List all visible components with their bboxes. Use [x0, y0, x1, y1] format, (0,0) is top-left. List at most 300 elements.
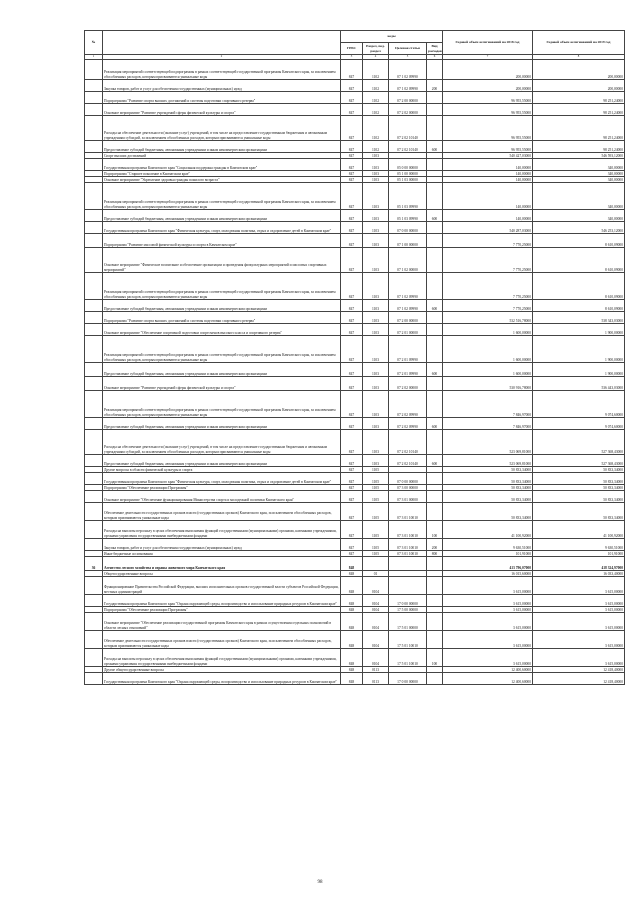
row-grbs: 847: [341, 324, 363, 336]
row-target: 07 2 02 09990: [389, 418, 427, 430]
row-amount-2019: 8 610,09000: [533, 248, 625, 273]
row-amount-2019: 101,91000: [533, 551, 625, 557]
row-number: [85, 418, 103, 430]
row-amount-2019: 98 251,24000: [533, 141, 625, 153]
row-section: 1102: [363, 116, 389, 141]
table-row: [85, 649, 625, 667]
table-row: [85, 141, 625, 153]
row-section: 1105: [363, 467, 389, 473]
row-kind: [427, 613, 443, 631]
row-name: Предоставление субсидий бюджетным, автономным учреждениям и иным некоммерческим организациям: [103, 210, 341, 222]
row-kind: 600: [427, 455, 443, 467]
row-amount-2018: 7 770,25000: [443, 300, 533, 312]
row-section: 1102: [363, 80, 389, 92]
table-body: [85, 60, 625, 685]
row-number: [85, 539, 103, 551]
table-row: [85, 92, 625, 104]
row-grbs: 847: [341, 222, 363, 234]
row-name: Основное мероприятие "Физическое воспитание и обеспечение организации и проведения физкультурных мероприятий и массовых спортивных мероприятий": [103, 248, 341, 273]
row-amount-2019: 50 833,34000: [533, 473, 625, 485]
row-section: 1105: [363, 485, 389, 491]
row-target: 07 2 02 00000: [389, 104, 427, 116]
row-amount-2018: 96 955,55000: [443, 141, 533, 153]
row-kind: [427, 60, 443, 80]
row-number: [85, 80, 103, 92]
row-amount-2018: 530 916,78000: [443, 377, 533, 391]
row-amount-2019: 1 900,00000: [533, 336, 625, 363]
row-number: [85, 631, 103, 649]
row-name: Государственная программа Камчатского края "Физическая культура, спорт, молодежная политика, отдых и оздоровление детей в Камчатском крае": [103, 222, 341, 234]
row-amount-2018: 96 955,55000: [443, 92, 533, 104]
row-section: 1103: [363, 336, 389, 363]
table-row: [85, 503, 625, 521]
row-grbs: 847: [341, 391, 363, 418]
row-target: 07 2 01 09990: [389, 336, 427, 363]
row-section: 1102: [363, 60, 389, 80]
row-amount-2019: 3 615,00000: [533, 595, 625, 607]
row-kind: 600: [427, 210, 443, 222]
table-row: [85, 557, 625, 571]
row-amount-2019: 340,00000: [533, 171, 625, 177]
row-amount-2018: 413 796,07000: [443, 557, 533, 571]
row-target: 07 2 00 00000: [389, 92, 427, 104]
row-name: Иные бюджетные ассигнования: [103, 551, 341, 557]
row-grbs: 847: [341, 116, 363, 141]
row-target: 07 3 01 10010: [389, 503, 427, 521]
row-kind: [427, 336, 443, 363]
row-amount-2018: 3 615,00000: [443, 577, 533, 595]
row-grbs: 848: [341, 557, 363, 571]
row-number: [85, 377, 103, 391]
row-amount-2018: 7 846,97000: [443, 391, 533, 418]
row-section: 1103: [363, 153, 389, 159]
row-target: 05 1 00 00000: [389, 171, 427, 177]
row-section: 1103: [363, 248, 389, 273]
row-target: 05 0 00 00000: [389, 159, 427, 171]
row-amount-2018: 3 615,00000: [443, 595, 533, 607]
row-amount-2019: 340,00000: [533, 177, 625, 183]
row-name: Спорт высших достижений: [103, 153, 341, 159]
colnum-6: 6: [427, 55, 443, 60]
table-row: [85, 491, 625, 503]
table-row: [85, 521, 625, 539]
row-grbs: 847: [341, 60, 363, 80]
row-amount-2018: 540 427,03000: [443, 153, 533, 159]
row-kind: [427, 391, 443, 418]
row-amount-2019: 546 253,12000: [533, 222, 625, 234]
row-number: [85, 473, 103, 485]
row-target: 07 1 02 09990: [389, 273, 427, 300]
row-grbs: 847: [341, 430, 363, 455]
row-number: [85, 141, 103, 153]
row-amount-2019: 12 418,40000: [533, 673, 625, 685]
colnum-5: 5: [389, 55, 427, 60]
row-amount-2018: 3 615,00000: [443, 631, 533, 649]
row-name: Предоставление субсидий бюджетным, автономным учреждениям и иным некоммерческим организациям: [103, 141, 341, 153]
row-grbs: 847: [341, 234, 363, 248]
row-grbs: 847: [341, 141, 363, 153]
row-amount-2019: 527 368,43000: [533, 455, 625, 467]
row-target: 17 5 00 00000: [389, 607, 427, 613]
row-amount-2018: 7 770,25000: [443, 273, 533, 300]
row-number: [85, 673, 103, 685]
row-grbs: 847: [341, 104, 363, 116]
row-amount-2018: 12 400,60000: [443, 667, 533, 673]
row-name: Расходы на выплаты персоналу в целях обеспечения выполнения функций государственными (муниципальными) органами, казенными учреждениями, органами управления государственными внебюджетными фондами: [103, 649, 341, 667]
row-number: [85, 183, 103, 210]
colnum-7: 7: [443, 55, 533, 60]
row-name: Реализация мероприятий соответствующей подпрограммы в рамках соответствующей государственной программы Камчатского края, за исключением обособленных расходов, которым присваиваются уникальные коды: [103, 336, 341, 363]
row-amount-2019: 3 615,00000: [533, 577, 625, 595]
row-grbs: 847: [341, 177, 363, 183]
row-name: Основное мероприятие "Укрепление здоровья граждан пожилого возраста": [103, 177, 341, 183]
colnum-2: 2: [103, 55, 341, 60]
row-amount-2019: 340,00000: [533, 210, 625, 222]
row-section: 1103: [363, 430, 389, 455]
table-row: [85, 248, 625, 273]
row-number: [85, 92, 103, 104]
row-amount-2018: 50 833,34000: [443, 467, 533, 473]
table-row: [85, 324, 625, 336]
row-name: Расходы на обеспечение деятельности (оказание услуг) учреждений, в том числе на предоставление государственным бюджетным и автономным учреждениям субсидий, за исключением обособленных расходов, которым присваиваются уникальные коды: [103, 116, 341, 141]
row-amount-2018: 96 955,55000: [443, 116, 533, 141]
row-amount-2019: 3 615,00000: [533, 649, 625, 667]
row-kind: [427, 273, 443, 300]
row-grbs: 847: [341, 551, 363, 557]
row-section: 1105: [363, 503, 389, 521]
row-kind: 600: [427, 141, 443, 153]
row-target: 07 0 00 00000: [389, 473, 427, 485]
row-section: 1102: [363, 104, 389, 116]
header-kind: Вид расходов: [428, 44, 442, 53]
table-row: [85, 273, 625, 300]
row-grbs: 847: [341, 183, 363, 210]
row-target: 07 2 02 10140: [389, 116, 427, 141]
colnum-8: 8: [533, 55, 625, 60]
budget-table-sheet: [84, 30, 624, 685]
row-amount-2018: 50 833,34000: [443, 491, 533, 503]
row-section: 1103: [363, 312, 389, 324]
row-kind: [427, 503, 443, 521]
row-kind: [427, 312, 443, 324]
row-name: Предоставление субсидий бюджетным, автономным учреждениям и иным некоммерческим организациям: [103, 418, 341, 430]
row-number: 36: [85, 557, 103, 571]
row-target: 07 3 01 10010: [389, 551, 427, 557]
row-grbs: 847: [341, 485, 363, 491]
row-target: 07 0 00 00000: [389, 222, 427, 234]
row-number: [85, 430, 103, 455]
row-number: [85, 324, 103, 336]
row-name: Функционирование Правительства Российской Федерации, высших исполнительных органов государственной власти субъектов Российской Федерации, местных администраций: [103, 577, 341, 595]
row-amount-2019: 98 251,24000: [533, 104, 625, 116]
row-grbs: 847: [341, 539, 363, 551]
row-grbs: 848: [341, 631, 363, 649]
row-section: 0104: [363, 631, 389, 649]
row-name: Подпрограмма "Развитие массовой физической культуры и спорта в Камчатском крае": [103, 234, 341, 248]
row-name: Закупка товаров, работ и услуг для обеспечения государственных (муниципальных) нужд: [103, 80, 341, 92]
row-amount-2019: 3 615,00000: [533, 631, 625, 649]
row-section: 0113: [363, 667, 389, 673]
row-kind: [427, 377, 443, 391]
row-target: 07 1 02 00000: [389, 248, 427, 273]
row-target: 17 5 01 10010: [389, 631, 427, 649]
row-amount-2018: 3 615,00000: [443, 613, 533, 631]
row-grbs: 847: [341, 80, 363, 92]
row-target: 07 2 02 00000: [389, 377, 427, 391]
row-grbs: 847: [341, 473, 363, 485]
table-row: [85, 300, 625, 312]
row-kind: [427, 104, 443, 116]
row-number: [85, 336, 103, 363]
row-grbs: 848: [341, 595, 363, 607]
row-kind: [427, 324, 443, 336]
row-number: [85, 649, 103, 667]
row-amount-2018: 1 600,00000: [443, 336, 533, 363]
row-amount-2019: 340,00000: [533, 159, 625, 171]
row-name: Подпрограмма "Обеспечение реализации Программы": [103, 485, 341, 491]
row-amount-2019: 50 833,34000: [533, 491, 625, 503]
row-kind: [427, 159, 443, 171]
row-number: [85, 300, 103, 312]
row-kind: [427, 116, 443, 141]
row-amount-2018: 200,00000: [443, 80, 533, 92]
row-amount-2019: 527 368,43000: [533, 430, 625, 455]
row-amount-2018: 140,00000: [443, 159, 533, 171]
row-amount-2018: 3 615,00000: [443, 607, 533, 613]
table-row: [85, 391, 625, 418]
row-amount-2018: 12 400,60000: [443, 673, 533, 685]
row-amount-2019: 536 443,03000: [533, 377, 625, 391]
table-row: [85, 430, 625, 455]
header-codes: коды: [341, 31, 443, 43]
row-grbs: 848: [341, 607, 363, 613]
row-section: 01: [363, 571, 389, 577]
row-kind: 100: [427, 649, 443, 667]
row-amount-2018: 140,00000: [443, 171, 533, 177]
row-amount-2018: 7 846,97000: [443, 418, 533, 430]
row-name: Реализация мероприятий соответствующей подпрограммы в рамках соответствующей государственной программы Камчатского края, за исключением обособленных расходов, которым присваиваются уникальные коды: [103, 183, 341, 210]
row-amount-2019: 12 418,40000: [533, 667, 625, 673]
row-amount-2019: 340,00000: [533, 183, 625, 210]
row-amount-2019: 538 343,03000: [533, 312, 625, 324]
row-section: 1103: [363, 391, 389, 418]
row-amount-2018: 7 770,25000: [443, 248, 533, 273]
row-target: 05 1 03 09990: [389, 183, 427, 210]
row-amount-2018: 50 833,34000: [443, 503, 533, 521]
header-section: Раздел, под-раздел: [363, 43, 389, 55]
row-amount-2018: 1 600,00000: [443, 324, 533, 336]
row-section: 1103: [363, 363, 389, 377]
row-grbs: 847: [341, 171, 363, 177]
row-section: 1105: [363, 521, 389, 539]
row-grbs: 847: [341, 336, 363, 363]
row-section: 1103: [363, 300, 389, 312]
row-kind: [427, 430, 443, 455]
table-row: [85, 80, 625, 92]
row-amount-2018: 9 630,51000: [443, 539, 533, 551]
row-target: 07 3 00 00000: [389, 485, 427, 491]
row-section: 0104: [363, 607, 389, 613]
row-section: 0104: [363, 649, 389, 667]
row-target: 17 5 01 00000: [389, 613, 427, 631]
row-amount-2019: 16 033,40000: [533, 571, 625, 577]
row-section: 1103: [363, 210, 389, 222]
page-number: 98: [317, 880, 323, 885]
header-grbs: ГРБС: [341, 43, 363, 55]
row-amount-2019: 418 324,97000: [533, 557, 625, 571]
colnum-1: 1: [85, 55, 103, 60]
table-row: [85, 210, 625, 222]
row-section: 0113: [363, 673, 389, 685]
row-amount-2019: 50 833,34000: [533, 485, 625, 491]
row-target: 07 3 01 00000: [389, 491, 427, 503]
row-amount-2019: 50 833,34000: [533, 503, 625, 521]
row-number: [85, 595, 103, 607]
row-name: Основное мероприятие "Обеспечение спортивной подготовки спортсменов высокого класса и спортивного резерва": [103, 324, 341, 336]
row-amount-2019: 546 593,12000: [533, 153, 625, 159]
row-number: [85, 312, 103, 324]
row-kind: 600: [427, 300, 443, 312]
row-amount-2019: 8 610,09000: [533, 300, 625, 312]
row-kind: [427, 631, 443, 649]
row-name: Реализация мероприятий соответствующей подпрограммы в рамках соответствующей государственной программы Камчатского края, за исключением обособленных расходов, которым присваиваются уникальные коды: [103, 60, 341, 80]
row-target: 07 1 02 09990: [389, 60, 427, 80]
table-row: [85, 336, 625, 363]
row-number: [85, 577, 103, 595]
row-grbs: 847: [341, 467, 363, 473]
row-amount-2019: 9 630,51000: [533, 539, 625, 551]
row-name: Закупка товаров, работ и услуг для обеспечения государственных (муниципальных) нужд: [103, 539, 341, 551]
row-amount-2018: 3 615,00000: [443, 649, 533, 667]
row-kind: [427, 491, 443, 503]
row-amount-2019: 50 833,34000: [533, 467, 625, 473]
table-row: [85, 159, 625, 171]
row-number: [85, 159, 103, 171]
row-name: Предоставление субсидий бюджетным, автономным учреждениям и иным некоммерческим организациям: [103, 363, 341, 377]
row-kind: [427, 92, 443, 104]
row-grbs: 847: [341, 503, 363, 521]
row-amount-2018: 523 069,81000: [443, 430, 533, 455]
row-name: Другие общегосударственные вопросы: [103, 667, 341, 673]
header-2019: Годовой объем ассигнований на 2019 год: [533, 31, 625, 55]
row-target: 07 1 00 00000: [389, 234, 427, 248]
row-name: Подпрограмма "Развитие спорта высших достижений и системы подготовки спортивного резерва": [103, 312, 341, 324]
row-name: Государственная программа Камчатского края "Социальная поддержка граждан в Камчатском крае": [103, 159, 341, 171]
row-grbs: 848: [341, 613, 363, 631]
row-amount-2018: 200,00000: [443, 60, 533, 80]
row-kind: 800: [427, 551, 443, 557]
row-section: 1105: [363, 539, 389, 551]
table-row: [85, 104, 625, 116]
row-section: 1103: [363, 234, 389, 248]
row-amount-2018: 7 770,25000: [443, 234, 533, 248]
row-kind: [427, 595, 443, 607]
table-row: [85, 455, 625, 467]
row-amount-2018: 16 015,60000: [443, 571, 533, 577]
row-grbs: 847: [341, 159, 363, 171]
row-grbs: 847: [341, 210, 363, 222]
row-section: 1105: [363, 473, 389, 485]
row-name: Государственная программа Камчатского края "Охрана окружающей среды, воспроизводство и использование природных ресурсов в Камчатском крае": [103, 595, 341, 607]
row-amount-2018: 50 833,34000: [443, 485, 533, 491]
row-grbs: 847: [341, 248, 363, 273]
row-target: 07 2 02 10140: [389, 430, 427, 455]
row-section: 0104: [363, 595, 389, 607]
row-number: [85, 248, 103, 273]
row-grbs: 847: [341, 92, 363, 104]
row-name: Государственная программа Камчатского края "Охрана окружающей среды, воспроизводство и использование природных ресурсов в Камчатском крае": [103, 673, 341, 685]
header-target: Целевая статья: [389, 43, 427, 55]
row-name: Реализация мероприятий соответствующей подпрограммы в рамках соответствующей государственной программы Камчатского края, за исключением обособленных расходов, которым присваиваются уникальные коды: [103, 391, 341, 418]
row-grbs: 847: [341, 300, 363, 312]
row-target: 07 3 01 10010: [389, 539, 427, 551]
row-amount-2019: 200,00000: [533, 60, 625, 80]
row-number: [85, 503, 103, 521]
row-grbs: 848: [341, 571, 363, 577]
row-number: [85, 210, 103, 222]
row-number: [85, 491, 103, 503]
row-section: 1105: [363, 491, 389, 503]
row-name: Агентство лесного хозяйства и охраны животного мира Камчатского края: [103, 557, 341, 571]
row-target: [389, 577, 427, 595]
row-name: Государственная программа Камчатского края "Физическая культура, спорт, молодежная политика, отдых и оздоровление детей в Камчатском крае": [103, 473, 341, 485]
row-number: [85, 234, 103, 248]
row-section: 0104: [363, 613, 389, 631]
row-amount-2018: 140,00000: [443, 183, 533, 210]
row-section: 1103: [363, 418, 389, 430]
table-row: [85, 377, 625, 391]
row-name: Предоставление субсидий бюджетным, автономным учреждениям и иным некоммерческим организациям: [103, 300, 341, 312]
row-target: 07 3 01 10010: [389, 521, 427, 539]
row-name: Реализация мероприятий соответствующей подпрограммы в рамках соответствующей государственной программы Камчатского края, за исключением обособленных расходов, которым присваиваются уникальные коды: [103, 273, 341, 300]
header-num: №: [85, 31, 103, 55]
row-name: Расходы на обеспечение деятельности (оказание услуг) учреждений, в том числе на предоставление государственным бюджетным и автономным учреждениям субсидий, за исключением обособленных расходов, которым присваиваются уникальные коды: [103, 430, 341, 455]
row-kind: [427, 183, 443, 210]
row-kind: [427, 248, 443, 273]
row-kind: [427, 234, 443, 248]
row-amount-2018: 96 955,55000: [443, 104, 533, 116]
row-kind: 200: [427, 539, 443, 551]
row-number: [85, 391, 103, 418]
row-grbs: 847: [341, 455, 363, 467]
row-name: Основное мероприятие "Обеспечение функционирования Министерства спорта и молодежной политики Камчатского края": [103, 491, 341, 503]
row-grbs: 847: [341, 521, 363, 539]
row-target: 07 2 02 10140: [389, 141, 427, 153]
row-target: [389, 557, 427, 571]
row-name: Основное мероприятие "Развитие учреждений сферы физической культуры и спорта": [103, 377, 341, 391]
table-row: [85, 363, 625, 377]
table-row: [85, 595, 625, 607]
row-kind: [427, 577, 443, 595]
table-row: [85, 116, 625, 141]
row-name: Общегосударственные вопросы: [103, 571, 341, 577]
table-row: [85, 183, 625, 210]
row-target: 05 1 03 00000: [389, 177, 427, 183]
row-grbs: 847: [341, 273, 363, 300]
row-section: 1103: [363, 171, 389, 177]
row-number: [85, 222, 103, 234]
row-kind: 600: [427, 418, 443, 430]
row-section: 1103: [363, 377, 389, 391]
row-amount-2018: 101,91000: [443, 551, 533, 557]
row-target: 07 2 01 09990: [389, 363, 427, 377]
row-grbs: 847: [341, 377, 363, 391]
row-number: [85, 363, 103, 377]
row-kind: [427, 557, 443, 571]
row-section: 1103: [363, 273, 389, 300]
row-section: 1103: [363, 183, 389, 210]
row-name: Подпрограмма "Развитие спорта высших достижений и системы подготовки спортивного резерва": [103, 92, 341, 104]
